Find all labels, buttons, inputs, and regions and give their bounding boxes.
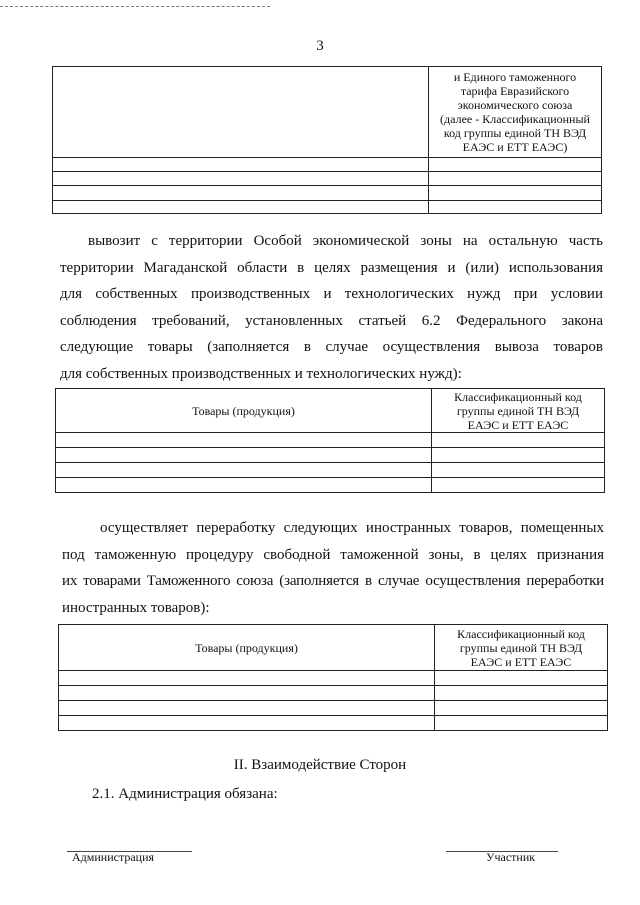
code-column-header [435, 625, 608, 671]
paragraph-line: следующие товары (заполняется в случае осуществления вывоза товаров [60, 339, 603, 355]
table-cell [56, 448, 432, 463]
scan-top-line [0, 6, 270, 7]
code-header-line: ЕАЭС и ЕТТ ЕАЭС [467, 417, 569, 432]
table-row [59, 716, 608, 731]
table-row [56, 433, 605, 448]
code-header-line: группы единой ТН ВЭД [459, 640, 583, 655]
code-header-line: Классификационный код [454, 389, 582, 404]
code-header-line: экономического союза [457, 98, 573, 112]
code-header-line: код группы единой ТН ВЭД [443, 126, 587, 140]
table-cell [435, 716, 608, 731]
table-row [53, 67, 602, 158]
table-cell [56, 463, 432, 478]
processing-paragraph [62, 515, 604, 621]
table-row [53, 186, 602, 201]
table-cell [59, 671, 435, 686]
page-number: 3 [316, 38, 324, 54]
table-cell [432, 478, 605, 493]
table-cell [429, 158, 602, 172]
table-cell [59, 716, 435, 731]
goods-column-header: Товары (продукция) [56, 389, 432, 433]
code-header-cell [429, 67, 602, 158]
export-goods-table [55, 388, 605, 493]
code-header-line: ЕАЭС и ЕТТ ЕАЭС [470, 654, 572, 669]
table-cell [59, 686, 435, 701]
table-row [53, 158, 602, 172]
table-cell [56, 478, 432, 493]
processing-goods-table [58, 624, 608, 731]
table-row [53, 201, 602, 214]
table-header-row [59, 625, 608, 671]
goods-cell [53, 67, 429, 158]
table-cell [435, 701, 608, 716]
signature-label-left: Администрация [72, 850, 155, 864]
table-row [59, 701, 608, 716]
table-cell [429, 186, 602, 201]
table-row [53, 172, 602, 186]
paragraph-line: для собственных производственных и технологических нужд): [60, 365, 462, 382]
table-row [56, 463, 605, 478]
export-paragraph [60, 228, 603, 387]
paragraph-line: для собственных производственных и технологических нужд при условии [60, 286, 603, 302]
code-header-line: и Единого таможенного [453, 70, 577, 84]
table-cell [53, 201, 429, 214]
table-cell [53, 186, 429, 201]
code-column-header [432, 389, 605, 433]
code-header-line: Классификационный код [457, 626, 585, 641]
paragraph-line: соблюдения требований, установленных статьей 6.2 Федерального закона [60, 312, 603, 329]
table-cell [59, 701, 435, 716]
table-row [56, 448, 605, 463]
clause-heading: 2.1. Администрация обязана: [92, 786, 278, 802]
table-header-row [56, 389, 605, 433]
paragraph-line: осуществляет переработку следующих иностранных товаров, помещенных [100, 520, 604, 536]
table-cell [432, 463, 605, 478]
table-cell [429, 172, 602, 186]
code-header-line: (далее - Классификационный [440, 112, 590, 126]
code-header-line: группы единой ТН ВЭД [456, 403, 580, 418]
goods-column-header: Товары (продукция) [59, 625, 435, 671]
paragraph-line: вывозит с территории Особой экономической зоны на остальную часть [88, 233, 603, 249]
table-cell [429, 201, 602, 214]
signature-label-right: Участник [486, 850, 536, 864]
paragraph-line: территории Магаданской области в целях размещения и (или) использования [60, 259, 603, 276]
table-cell [435, 671, 608, 686]
table-row [59, 671, 608, 686]
paragraph-line: под таможенную процедуру свободной таможенной зоны, в целях признания [62, 546, 604, 563]
paragraph-line: их товарами Таможенного союза (заполняется в случае осуществления переработки [62, 573, 604, 589]
paragraph-line: иностранных товаров): [62, 599, 210, 616]
table-row [59, 686, 608, 701]
table-cell [56, 433, 432, 448]
goods-table-continued [52, 66, 602, 214]
table-cell [432, 433, 605, 448]
table-cell [432, 448, 605, 463]
section-heading: II. Взаимодействие Сторон [233, 757, 407, 773]
table-cell [435, 686, 608, 701]
code-header-line: ЕАЭС и ЕТТ ЕАЭС) [462, 140, 568, 154]
table-row [56, 478, 605, 493]
table-cell [53, 172, 429, 186]
table-cell [53, 158, 429, 172]
code-header-line: тарифа Евразийского [460, 84, 570, 98]
